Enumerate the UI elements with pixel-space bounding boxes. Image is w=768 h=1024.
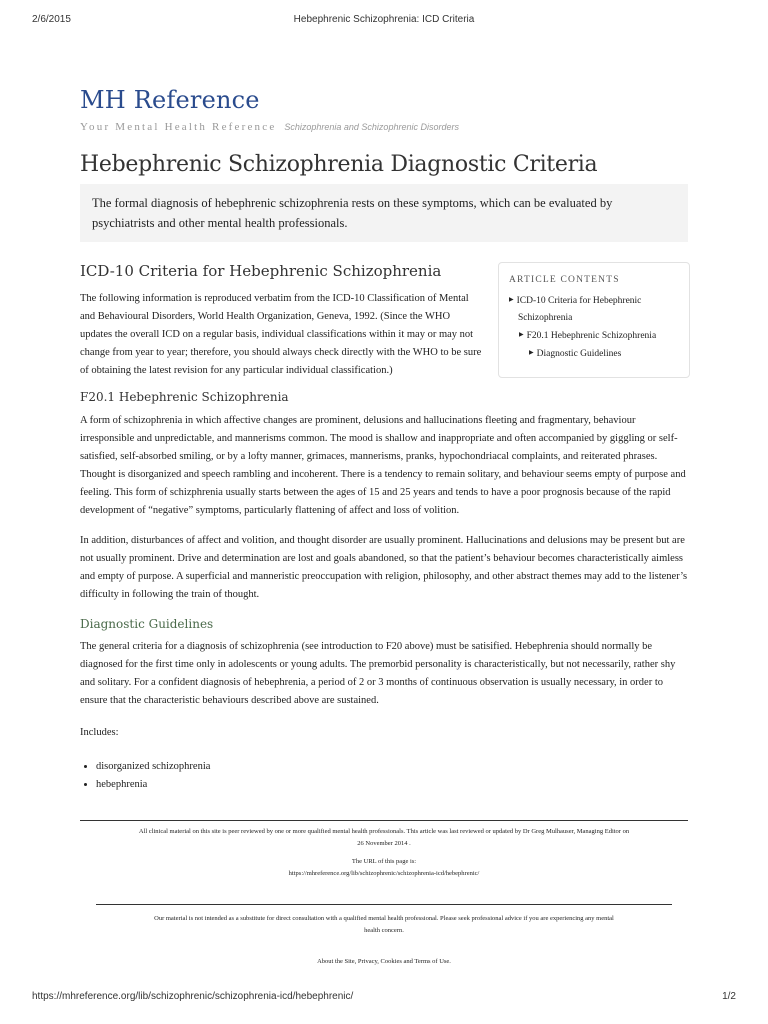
site-logo-link[interactable]: MH Reference	[80, 86, 260, 114]
triangle-right-icon: ▶	[509, 297, 514, 303]
f20-paragraph-2: In addition, disturbances of affect and volition, and thought disorder are usually prominent. Hallucinations and delusions may be present but are not usually prominent. Drive and determination are lost and goals abandoned, so that the patient’s behaviour becomes characteristically aimless and empty of purpose. A superficial and manneristic preoccupation with religion, philosophy, and other abstract themes may add to the listener’s difficulty in following the train of thought.	[80, 535, 688, 600]
list-item: • hebephrenia	[96, 776, 210, 794]
footer-divider	[96, 904, 672, 905]
includes-label: Includes:	[80, 727, 119, 738]
subheading-f20: F20.1 Hebephrenic Schizophrenia	[80, 390, 289, 404]
print-url: https://mhreference.org/lib/schizophrenic/schizophrenia-icd/hebephrenic/	[32, 991, 354, 1002]
review-note	[80, 826, 688, 850]
print-title: Hebephrenic Schizophrenia: ICD Criteria	[293, 14, 475, 25]
toc-item-label: Diagnostic Guidelines	[536, 349, 622, 359]
toc-item-icd10[interactable]	[509, 292, 641, 327]
list-item: • disorganized schizophrenia	[96, 758, 210, 776]
page-url-block	[80, 856, 688, 880]
article-contents-box	[498, 262, 690, 378]
triangle-right-icon: ▶	[529, 350, 534, 356]
disclaimer	[96, 913, 672, 937]
review-date: 26 November 2014 .	[357, 840, 411, 847]
section-paragraph: The following information is reproduced verbatim from the ICD-10 Classification of Mental and Behavioural Disorders, World Health Organization, Geneva, 1992. (Since the WHO updates the overall ICD on a regular basis, individual classifications within it may or may not change from year to year; therefore, you should always check directly with the WHO to be sure of obtaining the latest revision for any particular individual classification.)	[80, 293, 482, 376]
intro-text: The formal diagnosis of hebephrenic schizophrenia rests on these symptoms, which can be evaluated by psychiatrists and other mental health professionals.	[92, 196, 613, 230]
page-url-link[interactable]: https://mhreference.org/lib/schizophrenic/schizophrenia-icd/hebephrenic/	[288, 870, 480, 877]
page-title: Hebephrenic Schizophrenia Diagnostic Criteria	[80, 152, 598, 177]
review-text: All clinical material on this site is peer reviewed by one or more qualified mental health professionals. This article was last reviewed or updated by Dr Greg Mulhauser, Managing Editor on	[138, 828, 630, 835]
disclaimer-text-2: health concern.	[364, 927, 404, 934]
triangle-right-icon: ▶	[519, 332, 524, 338]
toc-item-diagnostic-guidelines[interactable]	[529, 345, 621, 363]
url-label: The URL of this page is:	[351, 858, 417, 865]
tagline-text: Your Mental Health Reference	[80, 121, 277, 133]
print-page-number: 1/2	[722, 991, 736, 1002]
toc-item-label: ICD-10 Criteria for Hebephrenic	[516, 296, 642, 306]
diagnostic-paragraph: The general criteria for a diagnosis of schizophrenia (see introduction to F20 above) must be satisified. Hebephrenia should normally be diagnosed for the first time only in adolescents or young adults. The premorbid personality is characteristically, but not necessarily, rather shy and solitary. For a confident diagnosis of hebephrenia, a period of 2 or 3 months of continuous observation is usually necessary, in order to ensure that the characteristic behaviours described above are sustained.	[80, 641, 676, 706]
section-heading-icd10: ICD-10 Criteria for Hebephrenic Schizophrenia	[80, 262, 442, 280]
includes-list	[80, 758, 210, 794]
intro-box	[80, 184, 688, 242]
toc-item-f20[interactable]	[519, 327, 656, 345]
footer-links[interactable]: About the Site, Privacy, Cookies and Terms of Use.	[317, 958, 451, 965]
print-date: 2/6/2015	[32, 14, 71, 25]
toc-title: ARTICLE CONTENTS	[509, 275, 620, 285]
disclaimer-text: Our material is not intended as a substitute for direct consultation with a qualified mental health professional. Please seek professional advice if you are experiencing any mental	[154, 915, 614, 922]
f20-paragraph-1: A form of schizophrenia in which affective changes are prominent, delusions and hallucinations fleeting and fragmentary, behaviour irresponsible and unpredictable, and mannerisms common. The mood is shallow and inappropriate and often accompanied by giggling or self-satisfied, self-absorbed smiling, or by a lofty manner, grimaces, mannerisms, pranks, hypochondriacal complaints, and reiterated phrases. Thought is disorganized and speech rambling and incoherent. There is a tendency to remain solitary, and behaviour seems empty of purpose and feeling. This form of schizphrenia usually starts between the ages of 15 and 25 years and tends to have a poor prognosis because of the rapid development of “negative” symptoms, particularly flattening of affect and loss of volition.	[80, 415, 686, 516]
subheading-diagnostic-guidelines: Diagnostic Guidelines	[80, 617, 214, 631]
toc-item-label-line2: Schizophrenia	[518, 313, 573, 323]
category-link[interactable]: Schizophrenia and Schizophrenic Disorders	[284, 122, 459, 132]
footer-divider	[80, 820, 688, 821]
site-tagline	[80, 121, 459, 133]
toc-item-label: F20.1 Hebephrenic Schizophrenia	[526, 331, 657, 341]
